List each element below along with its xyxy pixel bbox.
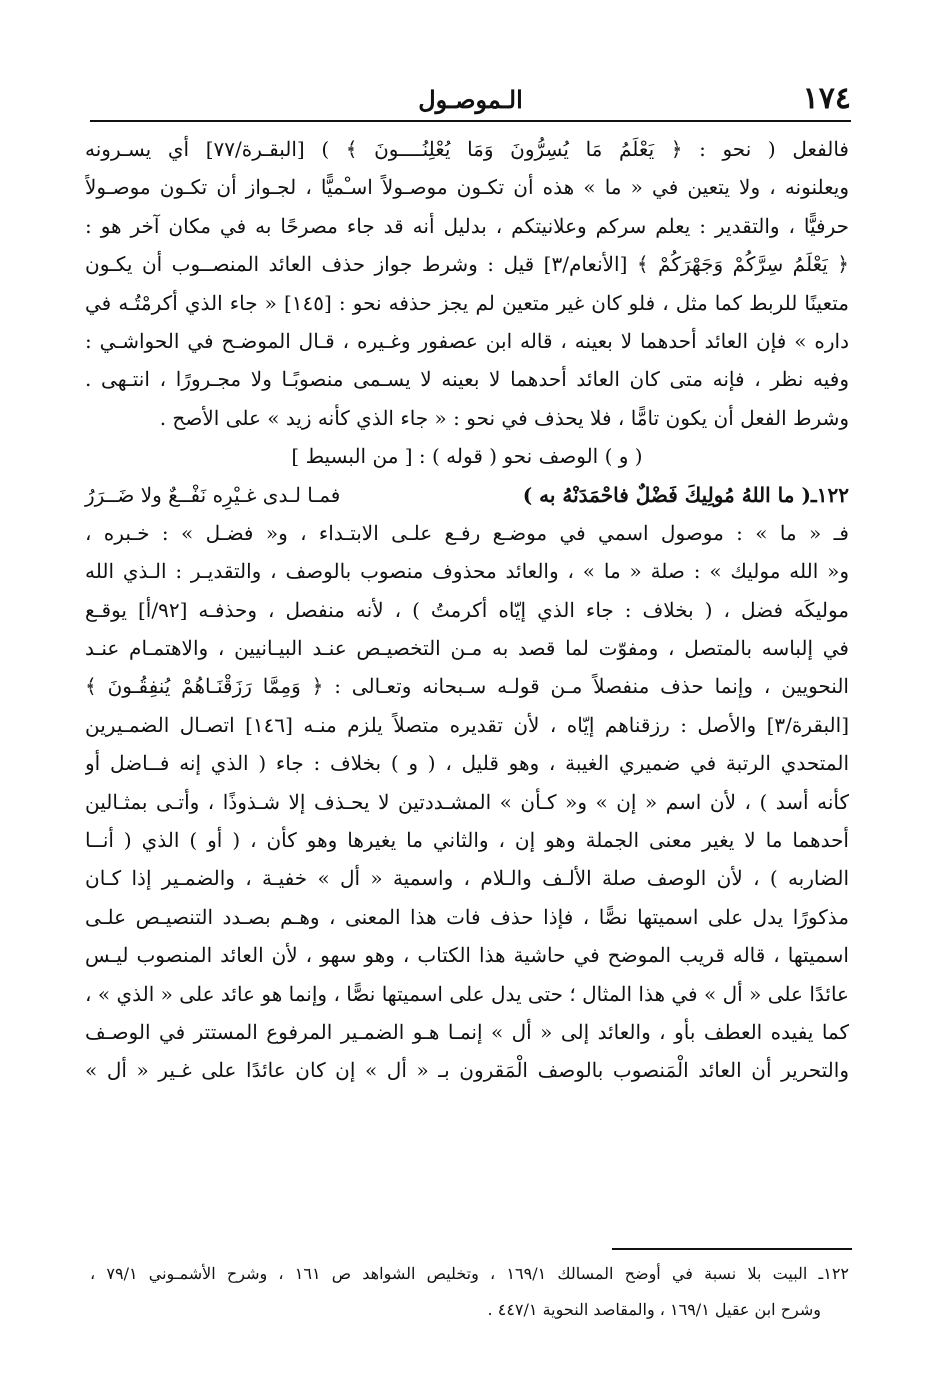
text-line: الضاربه ) ، لأن الوصف صلة الألـف والـلام ، واسمية « أل » خفيـة ، والضمـير إذا كـان	[85, 866, 849, 891]
footnotes	[90, 1256, 849, 1328]
main-text	[85, 130, 849, 1090]
running-title: الـموصـول	[418, 85, 523, 114]
verse-second-hemistich: فمـا لـدى غـيْرِه نَفْــعٌ ولا ضَــرَرُ	[85, 482, 341, 507]
text-line: أحدهما ما لا يغير معنى الجملة وهو إن ، والثاني ما يغيرها وهو كأن ، ( أو ) الذي ( أنــا	[85, 828, 849, 853]
text-line: كأنه أسد ) ، لأن اسم « إن » و« كـأن » المشـددتين لا يحـذف إلا شـذوذًا ، وأتـى بمثـالين	[85, 789, 849, 814]
text-line: المتحدي الرتبة في ضميري الغيبة ، وهو قليل ، ( و ) بخلاف : جاء ( الذي إنه فــاضل أو	[85, 751, 849, 776]
text-line: وفيه نظر ، فإنه متى كان العائد أحدهما لا بعينه لا يسـمى منصوبًـا ولا مجـرورًا ، انتـهى .	[85, 367, 849, 392]
text-line: داره » فإن العائد أحدهما لا بعينه ، قاله ابن عصفور وغـيره ، قـال الموضـح في الحواشـي :	[85, 328, 849, 353]
text-line: موليكَه فضل ، ( بخلاف : جاء الذي إيّاه أكرمتُ ) ، لأنه منفصل ، وحذفـه [٩٢/أ] يوقـع	[85, 597, 849, 622]
text-line: اسميتها ، قاله قريب الموضح في حاشية هذا الكتاب ، وهو سهو ، لأن العائد المنصوب ليـس	[85, 943, 849, 968]
text-line: والتحرير أن العائد الْمَنصوب بالوصف الْمَقرون بـ « أل » إن كان عائدًا على غـير « أل »	[85, 1058, 849, 1083]
text-line: فالفعل ( نحو : ﴿ يَعْلَمُ مَا يُسِرُّونَ وَمَا يُعْلِنُــــونَ ﴾ ) [البقـرة/٧٧] أي يسـرونه	[85, 137, 849, 161]
text-line: كما يفيده العطف بأو ، والعائد إلى « أل » إنمـا هـو الضمـير المرفوع المستتر في الوصـف	[85, 1019, 849, 1044]
text-line: ﴿ يَعْلَمُ سِرَّكُمْ وَجَهْرَكُمْ ﴾ [الأنعام/٣] قيل : وشرط جواز حذف العائد المنصــوب أن يكـون	[85, 252, 849, 277]
text-line: و« الله موليك » : صلة « ما » ، والعائد محذوف منصوب بالوصف ، والتقديـر : الـذي الله	[85, 559, 849, 584]
text-line: النحويين ، وإنما حذف منفصلاً مـن قولـه سـبحانه وتعـالى : ﴿ وَمِمَّا رَزَقْنَـاهُمْ يُنفِقُـونَ ﴾	[85, 674, 849, 699]
text-line: عائدًا على « أل » في هذا المثال ؛ حتى يدل على اسميتها نصًّا ، وإنما هو عائد على « الذي » ،	[85, 981, 849, 1006]
text-line: مذكورًا يدل على اسميتها نصًّا ، فإذا حذف فات هذا المعنى ، وهـم بصـدد التنصيـص علـى	[85, 904, 849, 929]
verse-first-hemistich: ١٢٢ـ( ما اللهُ مُولِيكَ فَضْلٌ فاحْمَدَنْهُ به )	[522, 482, 849, 507]
footnote-line: وشرح ابن عقيل ١٦٩/١ ، والمقاصد النحوية ٤٤٧/١ .	[487, 1300, 821, 1319]
footnote-separator	[612, 1248, 852, 1250]
page-header	[90, 80, 851, 122]
poetry-verse	[85, 476, 849, 514]
text-line: ويعلنونه ، ولا يتعين في « ما » هذه أن تكـون موصـولاً اسـْميًّا ، لجـواز أن تكـون موصـولاً	[85, 175, 849, 200]
page-number: ١٧٤	[802, 81, 851, 116]
footnote-line: ١٢٢ـ البيت بلا نسبة في أوضح المسالك ١٦٩/١ ، وتخليص الشواهد ص ١٦١ ، وشرح الأشمـوني ٧٩/١ ،	[90, 1264, 849, 1283]
text-line: [البقرة/٣] والأصل : رزقناهم إيّاه ، لأن تقديره متصلاً يلزم منـه [١٤٦] اتصـال الضمـيرين	[85, 712, 849, 737]
verse-intro-line: ( و ) الوصف نحو ( قوله ) : [ من البسيط ]	[291, 444, 643, 469]
text-line: في إلباسه بالمتصل ، ومفوّت لما قصد به مـن التخصيـص عنـد البيـانيين ، والاهتمـام عنـد	[85, 636, 849, 661]
text-line: فـ « ما » : موصول اسمي في موضـع رفـع علـى الابتـداء ، و« فضـل » : خـبره ،	[85, 520, 849, 545]
text-line: متعينًا للربط كما مثل ، فلو كان غير متعين لم يجز حذفه نحو : [١٤٥] « جاء الذي أكرمْتُـه في	[85, 290, 849, 315]
text-line: وشرط الفعل أن يكون تامًّا ، فلا يحذف في نحو : « جاء الذي كأنه زيد » على الأصح .	[159, 405, 849, 430]
text-line: حرفيًّا ، والتقدير : يعلم سركم وعلانيتكم ، بدليل أنه قد جاء مصرحًا به في مكان آخر هو :	[85, 213, 849, 238]
